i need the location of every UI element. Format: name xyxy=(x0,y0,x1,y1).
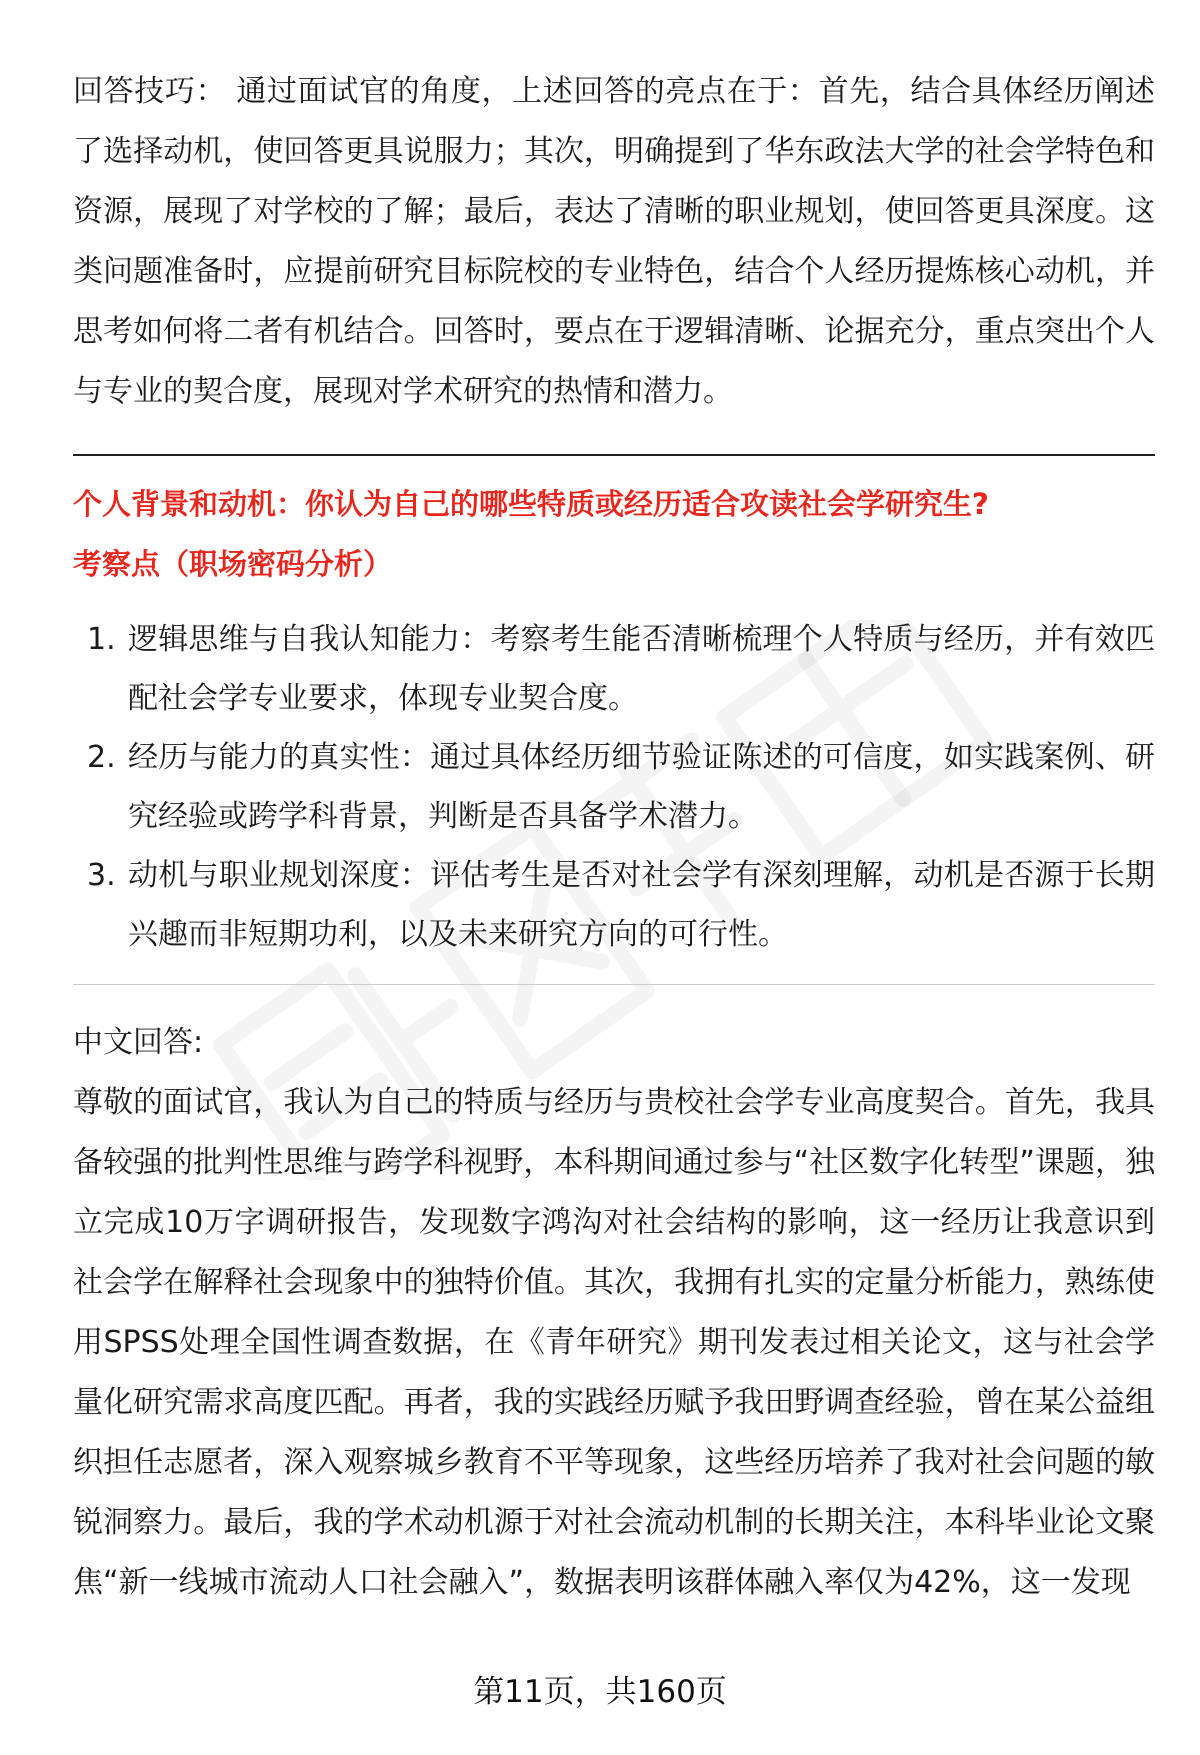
list-item-number: 2. xyxy=(87,740,116,775)
main-content xyxy=(73,62,1155,1613)
list-item-number: 3. xyxy=(87,858,116,893)
list-item-text: 逻辑思维与自我认知能力：考察考生能否清晰梳理个人特质与经历，并有效匹配社会学专业要求，体现专业契合度。 xyxy=(128,622,1155,716)
list-item xyxy=(73,728,1155,846)
list-item-number: 1. xyxy=(87,622,116,657)
question-heading: 个人背景和动机：你认为自己的哪些特质或经历适合攻读社会学研究生? xyxy=(73,487,989,521)
intro-paragraph: 回答技巧： 通过面试官的角度，上述回答的亮点在于：首先，结合具体经历阐述了选择动机，使回答更具说服力；其次，明确提到了华东政法大学的社会学特色和资源，展现了对学校的了解；最后，表达了清晰的职业规划，使回答更具深度。这类问题准备时，应提前研究目标院校的专业特色，结合个人经历提炼核心动机，并思考如何将二者有机结合。回答时，要点在于逻辑清晰、论据充分，重点突出个人与专业的契合度，展现对学术研究的热情和潜力。 xyxy=(73,74,1155,409)
list-item-text: 经历与能力的真实性：通过具体经历细节验证陈述的可信度，如实践案例、研究经验或跨学科背景，判断是否具备学术潜力。 xyxy=(128,740,1155,834)
page-footer: 第11页，共160页 xyxy=(473,1674,727,1710)
answer-label: 中文回答: xyxy=(73,1025,204,1060)
list-item-text: 动机与职业规划深度：评估考生是否对社会学有深刻理解，动机是否源于长期兴趣而非短期功利，以及未来研究方向的可行性。 xyxy=(128,858,1155,952)
list-item xyxy=(73,846,1155,964)
section-divider xyxy=(73,454,1155,456)
light-divider xyxy=(73,984,1155,985)
points-heading: 考察点（职场密码分析） xyxy=(73,547,393,581)
list-item xyxy=(73,610,1155,728)
points-list xyxy=(73,610,1155,964)
answer-paragraph: 尊敬的面试官，我认为自己的特质与经历与贵校社会学专业高度契合。首先，我具备较强的批判性思维与跨学科视野，本科期间通过参与“社区数字化转型”课题，独立完成10万字调研报告，发现数字鸿沟对社会结构的影响，这一经历让我意识到社会学在解释社会现象中的独特价值。其次，我拥有扎实的定量分析能力，熟练使用SPSS处理全国性调查数据，在《青年研究》期刊发表过相关论文，这与社会学量化研究需求高度匹配。再者，我的实践经历赋予我田野调查经验，曾在某公益组织担任志愿者，深入观察城乡教育不平等现象，这些经历培养了我对社会问题的敏锐洞察力。最后，我的学术动机源于对社会流动机制的长期关注，本科毕业论文聚焦“新一线城市流动人口社会融入”，数据表明该群体融入率仅为42%，这一发现 xyxy=(73,1085,1155,1600)
